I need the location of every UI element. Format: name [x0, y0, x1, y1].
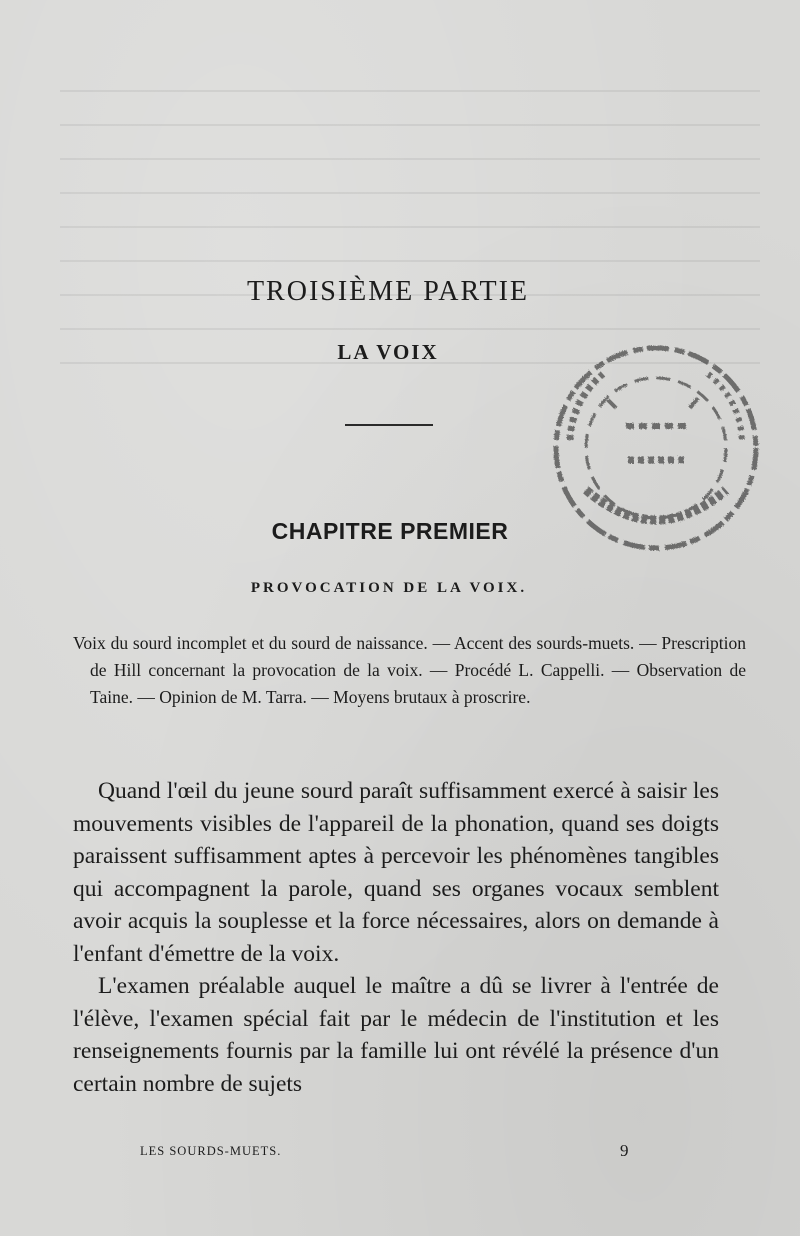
- chapter-title: CHAPITRE PREMIER: [271, 518, 509, 544]
- paragraph: Quand l'œil du jeune sourd paraît suffisamment exercé à saisir les mouvements visibles de l'appareil de la phonation, quand ses doigts paraissent suffisamment aptes à percevoir les phénomènes tangibles qui accompagnent la parole, quand ses organes vocaux semblent avoir acquis la souplesse et la force nécessaires, alors on demande à l'enfant d'émettre de la voix.: [73, 778, 719, 967]
- chapter-subtitle: PROVOCATION DE LA VOIX.: [250, 580, 528, 596]
- chapter-summary: Voix du sourd incomplet et du sourd de naissance. — Accent des sourds-muets. — Prescription de Hill concernant la provocation de la voix. — Procédé L. Cappelli. — Observation de Taine. — Opinion de M. Tarra. — Moyens brutaux à proscrire.: [73, 633, 746, 707]
- page-number: 9: [620, 1141, 629, 1160]
- part-subtitle: LA VOIX: [337, 340, 439, 364]
- body-text: [73, 775, 719, 1100]
- running-footer: LES SOURDS-MUETS.: [140, 1144, 282, 1158]
- paragraph: L'examen préalable auquel le maître a dû se livrer à l'entrée de l'élève, l'examen spécial fait par le médecin de l'institution et les renseignements fournis par la famille lui ont révélé la présence d'un certain nombre de sujets: [73, 973, 719, 1097]
- part-title: TROISIÈME PARTIE: [246, 276, 530, 307]
- show-through-texture: [60, 60, 760, 380]
- divider-rule: [345, 424, 433, 426]
- library-stamp-icon: [548, 340, 764, 556]
